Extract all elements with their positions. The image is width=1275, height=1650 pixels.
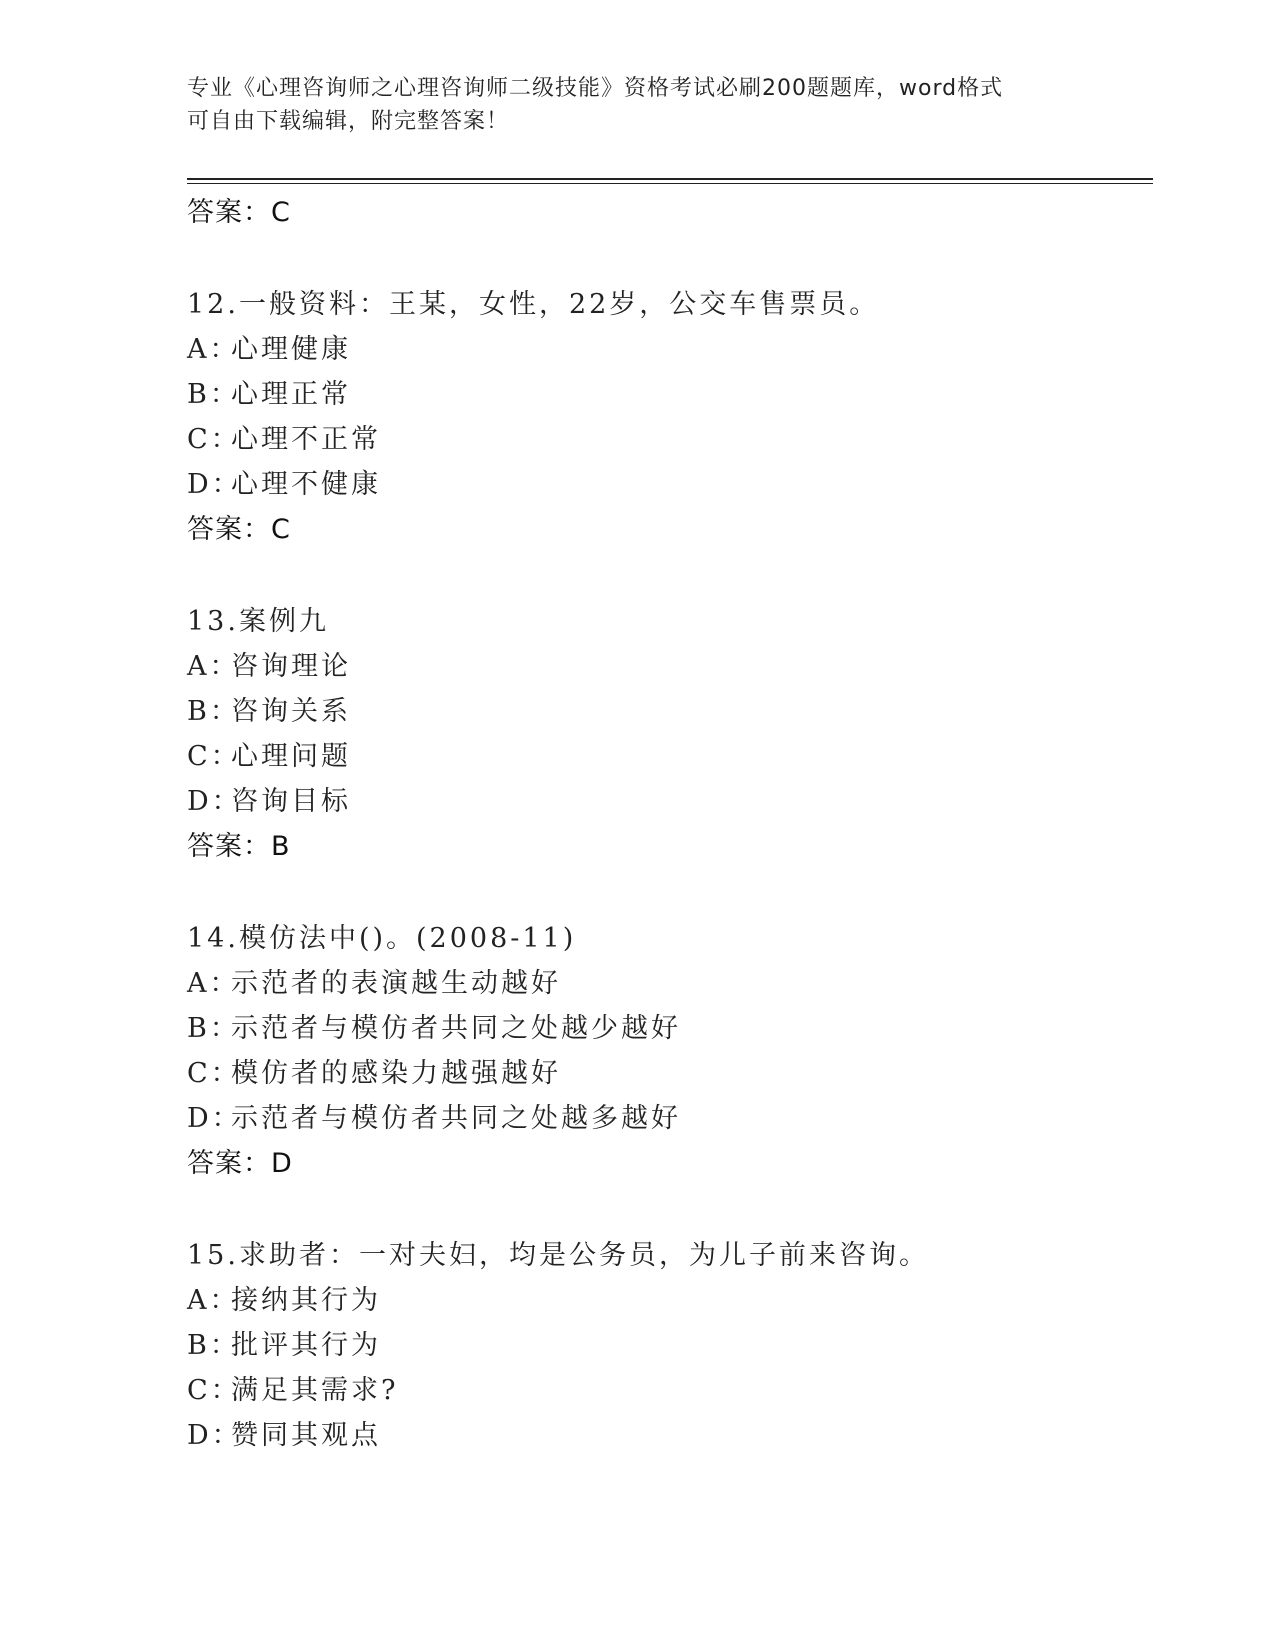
question-stem: 15.求助者：一对夫妇，均是公务员，为儿子前来咨询。: [187, 1240, 929, 1271]
question-block-13: [187, 599, 1147, 869]
option-b: B：示范者与模仿者共同之处越少越好: [187, 1013, 681, 1044]
option-d: D：咨询目标: [187, 786, 351, 817]
header-rule-thin: [187, 183, 1153, 184]
question-list: [187, 190, 1147, 1458]
option-c: C：满足其需求?: [187, 1375, 399, 1406]
option-c: C：心理问题: [187, 741, 351, 772]
question-stem: 14.模仿法中()。(2008-11): [187, 923, 577, 954]
option-a: A：咨询理论: [187, 651, 351, 682]
option-d: D：赞同其观点: [187, 1420, 381, 1451]
document-header: [187, 72, 1087, 138]
option-c: C：心理不正常: [187, 424, 381, 455]
question-block-12: [187, 282, 1147, 552]
question-block-15: [187, 1233, 1147, 1458]
question-block-14: [187, 916, 1147, 1186]
answer-line: 答案：B: [187, 831, 291, 862]
option-a: A：心理健康: [187, 334, 351, 365]
option-b: B：心理正常: [187, 379, 351, 410]
header-line-2: 可自由下载编辑，附完整答案！: [187, 109, 510, 134]
question-stem: 12.一般资料：王某，女性，22岁，公交车售票员。: [187, 289, 880, 320]
top-answer: 答案：C: [187, 197, 291, 228]
header-line-1: 专业《心理咨询师之心理咨询师二级技能》资格考试必刷200题题库，word格式: [187, 76, 1004, 101]
option-b: B：批评其行为: [187, 1330, 381, 1361]
option-c: C：模仿者的感染力越强越好: [187, 1058, 561, 1089]
option-d: D：示范者与模仿者共同之处越多越好: [187, 1103, 681, 1134]
header-rule-thick: [187, 178, 1153, 180]
option-a: A：接纳其行为: [187, 1285, 381, 1316]
option-d: D：心理不健康: [187, 469, 381, 500]
answer-line: 答案：D: [187, 1148, 293, 1179]
option-a: A：示范者的表演越生动越好: [187, 968, 561, 999]
answer-line: 答案：C: [187, 514, 291, 545]
option-b: B：咨询关系: [187, 696, 351, 727]
question-stem: 13.案例九: [187, 606, 329, 637]
